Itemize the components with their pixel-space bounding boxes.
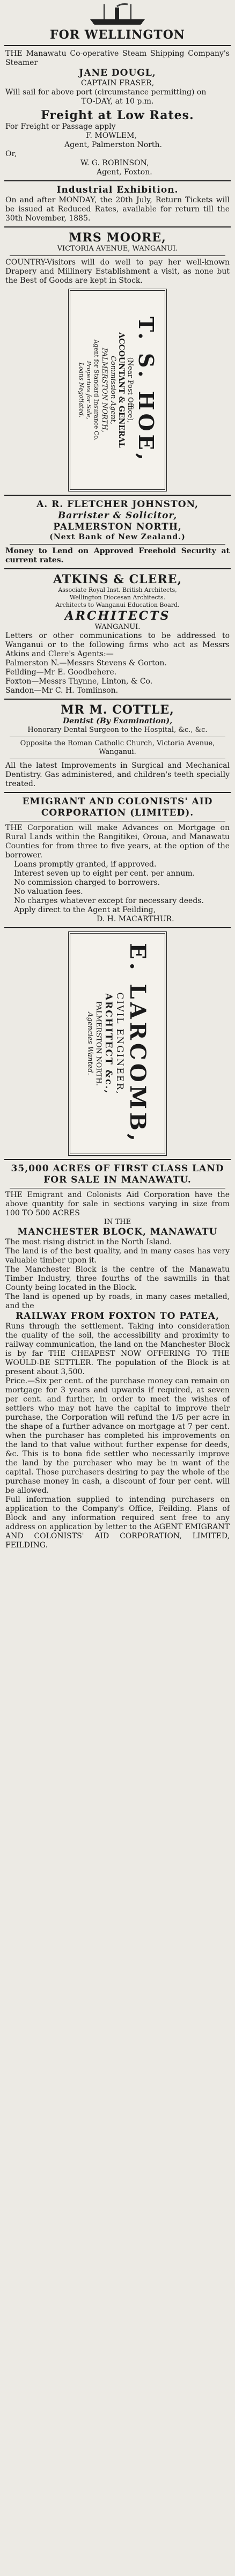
hoe-line-2: ACCOUNTANT & GENERAL (117, 332, 126, 448)
wellington-intro: THE Manawatu Co-operative Steam Shipping Company's Steamer (5, 49, 230, 67)
emigrant-title: EMIGRANT AND COLONISTS' AID CORPORATION (LIMITED). (22, 796, 213, 818)
exhibition-body: On and after MONDAY, the 20th July, Return Tickets will be issued at Reduced Rates, available for return till the 30th November, 1885. (5, 196, 230, 223)
moore-ad (0, 231, 235, 285)
larcomb-line-4: Agencies Wanted. (86, 1012, 94, 1075)
land-p5: The land is opened up by roads, in many cases metalled, and the (5, 1293, 230, 1310)
johnston-ad (0, 499, 235, 565)
agent-1-name: F. MOWLEM, (86, 131, 137, 140)
land-block: MANCHESTER BLOCK, MANAWATU (17, 1227, 218, 1237)
larcomb-line-3: PALMERSTON NORTH. (94, 1001, 102, 1086)
atkins-body: Letters or other communications to be addressed to Wanganui or to the following firms who act as Messrs Atkins and Clere's Agents:— (5, 632, 230, 658)
land-p3: The land is of the best quality, and in many cases has very valuable timber upon it. (5, 1247, 230, 1265)
hoe-line-4: PALMERSTON NORTH, (100, 348, 108, 432)
land-p7: Price.—Six per cent. of the purchase money can remain on mortgage for 3 years and upwards if required, at seven per cent. and further, in order to meet the wishes of settlers who may not have the capital to improve their purchase, the Corporation will refund the 1/5 per acre in the shape of a further advance on mortgage at 7 per cent. when the purchaser has completed his improvements on the land to that value without further expense for deeds, &c. This is to bona fide settler who necessarily improve the land by the purchaser who may be in want of the capital. Those purchasers desiring to pay the whole of the purchase money in cash, a discount of four per cent. will be allowed. (5, 1377, 230, 1495)
larcomb-line-1: CIVIL ENGINEER, (114, 992, 125, 1095)
hoe-line-5: Agent for Standard Insurance Co. (93, 339, 100, 441)
larcomb-box (68, 931, 167, 1156)
cottle-body: All the latest Improvements in Surgical and Mechanical Dentistry. Gas administered, and children's teeth specially treated. (5, 761, 230, 788)
emigrant-line-6: Apply direct to the Agent at Feilding, (14, 906, 156, 914)
land-in: IN THE (104, 1218, 131, 1226)
steamship-icon (88, 2, 147, 28)
atkins-agent-4: Sandon—Mr C. H. Tomlinson. (5, 686, 119, 695)
atkins-agent-3: Foxton—Messrs Thynne, Linton, & Co. (5, 677, 153, 686)
land-p4: The Manchester Block is the centre of the Manawatu Timber Industry, three fourths of the sawmills in that County being located in the Block. (5, 1265, 230, 1292)
wellington-sail: Will sail for above port (circumstance permitting) on (5, 88, 207, 97)
hoe-line-3: Commission Agent, (109, 356, 117, 424)
wellington-ad (0, 2, 235, 177)
atkins-architects: ARCHITECTS (64, 609, 171, 623)
cottle-title: MR M. COTTLE, (61, 703, 174, 717)
hoe-name: T. S. HOE, (134, 317, 158, 464)
agent-2-role: Agent, Foxton. (97, 168, 152, 177)
atkins-agent-1: Palmerston N.—Messrs Stevens & Gorton. (5, 659, 167, 667)
atkins-agent-2: Feilding—Mr E. Goodbehere. (5, 668, 117, 677)
hoe-box (68, 289, 167, 491)
moore-address: VICTORIA AVENUE, WANGANUI. (57, 245, 178, 253)
land-p1: THE Emigrant and Colonists Aid Corporation have the above quantity for sale in sections varying in size from 100 TO 500 ACRES (5, 1191, 230, 1217)
land-p8: Full information supplied to intending purchasers on application to the Company's Office, Feilding. Plans of Block and any information required sent free to any address on application by letter to the AGENT EMIGRANT AND COLONISTS' AID CORPORATION, LIMITED, FEILDING. (5, 1495, 230, 1550)
atkins-sub-3: Architects to Wanganui Education Board. (55, 601, 180, 608)
sail-time: TO-DAY, at 10 p.m. (81, 97, 154, 106)
freight-title: Freight at Low Rates. (41, 108, 194, 122)
johnston-town: PALMERSTON NORTH, (53, 522, 182, 532)
atkins-town: WANGANUI. (94, 623, 141, 631)
emigrant-line-4: No valuation fees. (14, 887, 83, 896)
emigrant-line-3: No commission charged to borrowers. (14, 878, 160, 887)
emigrant-signature: D. H. MACARTHUR. (97, 915, 174, 923)
agent-1-role: Agent, Palmerston North. (64, 141, 162, 149)
agent-or: Or, (5, 150, 17, 158)
land-p2: The most rising district in the North Island. (5, 1238, 172, 1246)
moore-body: COUNTRY-Visitors will do well to pay her well-known Drapery and Millinery Establishment a visit, as none but the Best of Goods are kept in Stock. (5, 258, 230, 285)
freight-apply: For Freight or Passage apply (5, 122, 116, 131)
hoe-line-7: Loans Negotiated. (78, 362, 85, 418)
larcomb-name: E. LARCOMB, (125, 943, 150, 1144)
larcomb-rotated-text (85, 943, 150, 1144)
exhibition-title: Industrial Exhibition. (56, 185, 179, 195)
agent-2-name: W. G. ROBINSON, (80, 159, 149, 167)
emigrant-line-2: Interest seven up to eight per cent. per annum. (14, 869, 195, 878)
johnston-money: Money to Lend on Approved Freehold Security at current rates. (5, 547, 230, 564)
atkins-title: ATKINS & CLERE, (53, 573, 182, 586)
cottle-ad (0, 703, 235, 789)
larcomb-line-2: ARCHITECT &c., (103, 993, 114, 1095)
johnston-role: Barrister & Solicitor, (57, 510, 178, 521)
cottle-opposite: Opposite the Roman Catholic Church, Victoria Avenue, Wanganui. (20, 739, 215, 756)
cottle-hon: Honorary Dental Surgeon to the Hospital, &c., &c. (27, 726, 208, 734)
land-ad (0, 1163, 235, 1550)
atkins-sub-2: Wellington Diocesan Architects. (69, 594, 166, 601)
land-p6: Runs through the settlement. Taking into consideration the quality of the soil, the accessibility and proximity to railway communication, the land on the Manchester Block is by far THE CHEAPEST NOW OFFERING TO THE WOULD-BE SETTLER. The population of the Block is at present about 3,500. (5, 1322, 230, 1376)
wellington-title: FOR WELLINGTON (50, 28, 185, 42)
cottle-sub: Dentist (By Examination), (63, 717, 172, 725)
emigrant-body: THE Corporation will make Advances on Mortgage on Rural Lands within the Rangitikei, Oroua, and Manawatu Counties for from three to five years, at the option of the borrower. (5, 824, 230, 860)
exhibition-ad (0, 185, 235, 223)
hoe-line-1: (Near Post Office), (126, 357, 134, 423)
emigrant-ad (0, 796, 235, 924)
johnston-name: A. R. FLETCHER JOHNSTON, (36, 499, 199, 510)
hoe-rotated-text (77, 317, 158, 464)
land-title: 35,000 ACRES OF FIRST CLASS LAND FOR SALE IN MANAWATU. (11, 1163, 224, 1185)
atkins-sub-1: Associate Royal Inst. British Architects, (58, 586, 177, 593)
captain-name: CAPTAIN FRASER, (80, 79, 155, 87)
atkins-ad (0, 573, 235, 695)
land-railway: RAILWAY FROM FOXTON TO PATEA, (16, 1311, 219, 1322)
emigrant-line-1: Loans promptly granted, if approved. (14, 860, 157, 869)
emigrant-line-5: No charges whatever except for necessary deeds. (14, 897, 204, 905)
moore-title: MRS MOORE, (69, 231, 166, 245)
hoe-line-6: Properties for Sale, (85, 361, 92, 420)
ship-name: JANE DOUGL, (79, 68, 156, 78)
johnston-near: (Next Bank of New Zealand.) (49, 533, 186, 541)
